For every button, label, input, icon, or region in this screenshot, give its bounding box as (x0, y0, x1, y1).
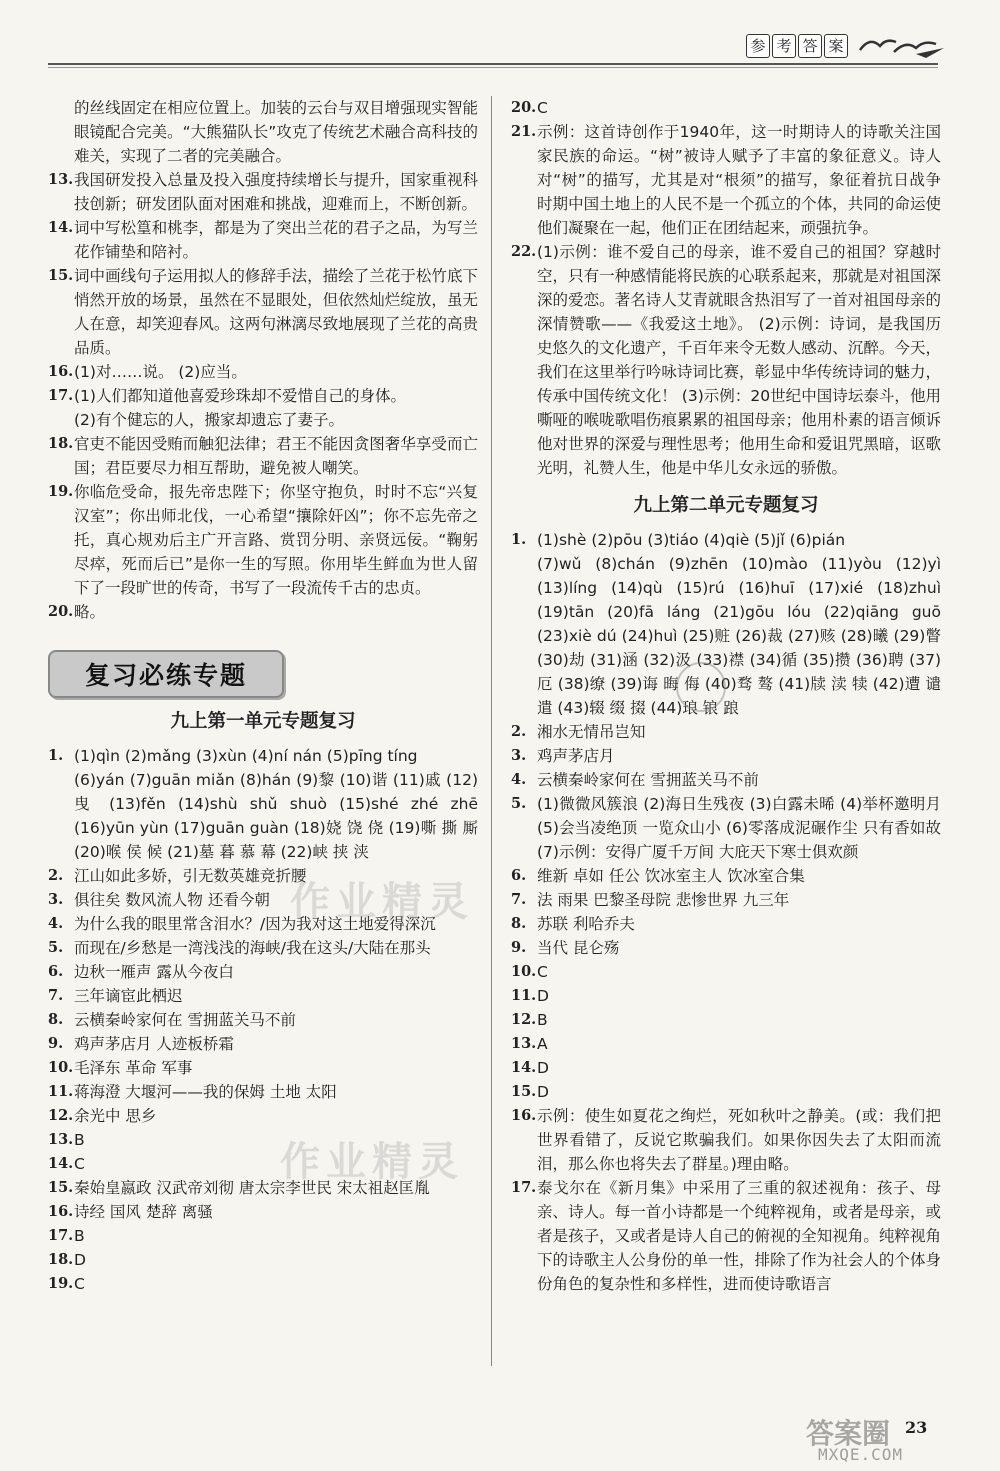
answer-number: 7. (511, 891, 527, 908)
badge-char: 考 (772, 34, 796, 58)
section-banner: 复习必练专题 (48, 650, 284, 698)
answer-item (511, 1080, 941, 1104)
answer-item (48, 96, 478, 168)
answer-item (48, 360, 478, 384)
answer-item (48, 1032, 478, 1056)
answer-item (48, 984, 478, 1008)
answer-number: 9. (48, 1035, 64, 1052)
answer-text: 俱往矣 数风流人物 还看今朝 (74, 891, 270, 909)
answer-number: 4. (511, 771, 527, 788)
answer-item (48, 384, 478, 408)
header-rule-thin (48, 67, 938, 68)
page-number: 23 (905, 1418, 928, 1437)
watermark-logo: 答案圈 (806, 1417, 891, 1450)
answer-number: 13. (48, 171, 74, 188)
answer-text: 鸡声茅店月 人迹板桥霜 (74, 1035, 234, 1053)
answer-text: (1)qìn (2)mǎng (3)xùn (4)ní nán (5)pīng tíng (74, 747, 418, 765)
answer-number: 8. (511, 915, 527, 932)
answer-number: 11. (48, 1083, 74, 1100)
answer-number: 18. (48, 1251, 74, 1268)
answer-item (48, 1080, 478, 1104)
answer-number: 17. (48, 1227, 74, 1244)
answer-text: 略。 (74, 603, 106, 621)
answer-text: 维新 卓如 任公 饮冰室主人 饮冰室合集 (537, 867, 805, 885)
answer-text: 边秋一雁声 露从今夜白 (74, 963, 234, 981)
answer-text: 苏联 利哈乔夫 (537, 915, 635, 933)
answer-item (48, 1248, 478, 1272)
answer-text: 云横秦岭家何在 雪拥蓝关马不前 (537, 771, 759, 789)
answer-text: 秦始皇嬴政 汉武帝刘彻 唐太宗李世民 宋太祖赵匡胤 (74, 1179, 430, 1197)
answer-text: 的丝线固定在相应位置上。加装的云台与双目增强现实智能眼镜配合完美。“大熊猫队长”攻克了传统艺术融合高科技的难关，实现了二者的完美融合。 (74, 99, 478, 165)
column-divider (491, 96, 492, 1366)
answer-number: 5. (511, 795, 527, 812)
section-title: 九上第一单元专题复习 (170, 711, 356, 732)
answer-number: 4. (48, 915, 64, 932)
answer-text: 官吏不能因受贿而触犯法律；君王不能因贪图奢华享受而亡国；君臣要尽力相互帮助，避免被人嘲笑。 (74, 435, 478, 477)
answer-number: 3. (48, 891, 64, 908)
answer-number: 20. (48, 603, 74, 620)
answer-item (48, 432, 478, 480)
answer-number: 18. (48, 435, 74, 452)
answer-text: C (537, 963, 548, 981)
answer-item (48, 1224, 478, 1248)
answer-number: 7. (48, 987, 64, 1004)
answer-text: (1)对……说。 (2)应当。 (74, 363, 247, 381)
answer-number: 14. (48, 219, 74, 236)
answer-text: 而现在/乡愁是一湾浅浅的海峡/我在这头/大陆在那头 (74, 939, 431, 957)
answer-item (511, 1032, 941, 1056)
answer-text: 诗经 国风 楚辞 离骚 (74, 1203, 213, 1221)
answer-text: 蒋海澄 大堰河——我的保姆 土地 太阳 (74, 1083, 337, 1101)
answer-text: 泰戈尔在《新月集》中采用了三重的叙述视角：孩子、母亲、诗人。每一首小诗都是一个纯粹视角，或者是母亲，或者是孩子，又或者是诗人自己的俯视的全知视角。纯粹视角下的诗歌主人公身份的单一性，排除了作为社会人的个体身份角色的复杂性和多样性，进而使诗歌语言 (537, 1179, 941, 1293)
answer-item (511, 1008, 941, 1032)
answer-number: 13. (511, 1035, 537, 1052)
answer-text: 词中写松篁和桃李，都是为了突出兰花的君子之品，为写兰花作铺垫和陪衬。 (74, 219, 478, 261)
answer-item (511, 912, 941, 936)
answer-text: C (74, 1275, 85, 1293)
answer-number: 14. (48, 1155, 74, 1172)
answer-text: D (537, 1083, 549, 1101)
answer-number: 21. (511, 123, 537, 140)
answer-item (48, 168, 478, 216)
answer-number: 6. (48, 963, 64, 980)
answer-number: 12. (48, 1107, 74, 1124)
header-rule (48, 63, 938, 65)
answer-item (511, 1104, 941, 1176)
answer-text: 你临危受命，报先帝忠陛下；你坚守抱负，时时不忘“兴复汉室”；你出师北伐，一心希望“攘除奸凶”；你不忘先帝之托，真心规劝后主广开言路、赏罚分明、亲贤远佞。“鞠躬尽瘁，死而后已”是你一生的写照。你用毕生鲜血为世人留下了一段旷世的传奇，书写了一段流传千古的忠贞。 (74, 483, 478, 597)
watermark-text: 作业精灵 (280, 1139, 464, 1185)
answer-text: 鸡声茅店月 (537, 747, 615, 765)
answer-item (48, 1008, 478, 1032)
answer-continuation: (6)yán (7)guān miǎn (8)hán (9)黎 (10)谐 (11)戚 (12)曳 (13)fěn (14)shù shǔ shuò (15)shé zhé zhē (16)yūn yùn (17)guān guàn (18)娆 饶 侥 (19)嘶 撕 厮 (20)喉 侯 候 (21)墓 暮 慕 幕 (22)峡 挟 浃 (74, 771, 478, 861)
answer-item (511, 888, 941, 912)
left-column (48, 96, 478, 1296)
answer-item (48, 744, 478, 768)
answer-item (48, 1104, 478, 1128)
answer-text: B (537, 1011, 548, 1029)
answer-item (511, 984, 941, 1008)
answer-number: 20. (511, 99, 537, 116)
answer-continuation: (2)有个健忘的人，搬家却遗忘了妻子。 (74, 411, 344, 429)
answer-text: 示例：这首诗创作于1940年，这一时期诗人的诗歌关注国家民族的命运。“树”被诗人赋予了丰富的象征意义。诗人对“树”的描写，尤其是对“根须”的描写，象征着抗日战争时期中国土地上的人民不是一个孤立的个体，共同的命运使他们凝聚在一起，他们正在团结起来，顽强抗争。 (537, 123, 941, 237)
answer-text: 为什么我的眼里常含泪水？/因为我对这土地爱得深沉 (74, 915, 436, 933)
answer-text: 示例：使生如夏花之绚烂，死如秋叶之静美。(或：我们把世界看错了，反说它欺骗我们。如果你因失去了太阳而流泪，那么你也将失去了群星。)理由略。 (537, 1107, 941, 1173)
answer-text: (1)人们都知道他喜爱珍珠却不爱惜自己的身体。 (74, 387, 406, 405)
answer-text: 毛泽东 革命 军事 (74, 1059, 193, 1077)
answer-item (48, 1200, 478, 1224)
right-column (511, 96, 941, 1296)
answer-continuation: (7)wǔ (8)chán (9)zhēn (10)mào (11)yòu (12)yì (13)líng (14)qù (15)rú (16)huī (17)xié (18)zhuì (19)tān (20)fā láng (21)gōu lóu (22)qiāng guō (23)xiè dú (24)huì (25)赃 (26)裁 (27)赅 (28)曦 (29)瞥 (30)劫 (31)涵 (32)汲 (33)襟 (34)循 (35)攒 (36)聘 (37)厄 (38)缭 (39)诲 晦 侮 (40)骛 骜 (41)牍 渎 犊 (42)遭 谴 遣 (43)辍 缀 掇 (44)琅 锒 踉 (537, 555, 941, 717)
answer-number: 19. (48, 483, 74, 500)
answer-number: 17. (48, 387, 74, 404)
answer-text: A (537, 1035, 548, 1053)
answer-text: 云横秦岭家何在 雪拥蓝关马不前 (74, 1011, 296, 1029)
answer-number: 10. (511, 963, 537, 980)
answer-item (511, 720, 941, 744)
answer-number: 16. (511, 1107, 537, 1124)
section-title: 九上第二单元专题复习 (633, 495, 819, 516)
answer-number: 2. (48, 867, 64, 884)
answer-text: C (74, 1155, 85, 1173)
answer-text: 江山如此多娇，引无数英雄竞折腰 (74, 867, 307, 885)
answer-item (48, 480, 478, 600)
flying-birds-icon (856, 30, 946, 60)
answer-number: 22. (511, 243, 537, 260)
answer-item (511, 792, 941, 864)
answer-item (511, 120, 941, 240)
answer-number: 16. (48, 1203, 74, 1220)
answer-item (48, 600, 478, 624)
answer-text: (1)示例：谁不爱自己的母亲，谁不爱自己的祖国？穿越时空，只有一种感情能将民族的心联系起来，那就是对祖国深深的爱恋。著名诗人艾青就眼含热泪写了一首对祖国母亲的深情赞歌——《我爱这土地》。 (2)示例：诗词，是我国历史悠久的文化遗产，千百年来令无数人感动、沉醉。今天，我们在这里举行吟咏诗词比赛，彰显中华传统诗词的魅力，传承中国传统文化！ (3)示例：20世纪中国诗坛泰斗，他用嘶哑的喉咙歌唱伤痕累累的祖国母亲；他用朴素的语言倾诉他对世界的深爱与理性思考；他用生命和爱诅咒黑暗，讴歌光明，礼赞人生，他是中华儿女永远的骄傲。 (537, 243, 941, 477)
answer-number: 17. (511, 1179, 537, 1196)
watermark-text: 作业精灵 (290, 879, 474, 925)
badge-char: 案 (824, 34, 848, 58)
answer-number: 19. (48, 1275, 74, 1292)
answer-item (511, 528, 941, 552)
answer-number: 8. (48, 1011, 64, 1028)
answer-number: 6. (511, 867, 527, 884)
watermark-url: MXQE.COM (818, 1445, 904, 1464)
answer-number: 15. (511, 1083, 537, 1100)
answer-number: 15. (48, 267, 74, 284)
answer-item (511, 768, 941, 792)
answer-text: D (537, 987, 549, 1005)
answer-key-badge (746, 34, 848, 58)
answer-item (48, 936, 478, 960)
answer-number: 14. (511, 1059, 537, 1076)
answer-text: 法 雨果 巴黎圣母院 悲惨世界 九三年 (537, 891, 790, 909)
answer-text: C (537, 99, 548, 117)
answer-item (48, 216, 478, 264)
answer-text: 当代 昆仑殇 (537, 939, 620, 957)
answer-number (48, 96, 74, 168)
answer-item (48, 1272, 478, 1296)
answer-number: 13. (48, 1131, 74, 1148)
answer-text: D (537, 1059, 549, 1077)
answer-number: 15. (48, 1179, 74, 1196)
answer-number: 1. (48, 747, 64, 764)
answer-text: 我国研发投入总量及投入强度持续增长与提升，国家重视科技创新；研发团队面对困难和挑战，迎难而上，不断创新。 (74, 171, 478, 213)
answer-item (511, 96, 941, 120)
answer-item (511, 744, 941, 768)
answer-item (511, 240, 941, 480)
answer-text: 三年谪宦此栖迟 (74, 987, 183, 1005)
answer-item (511, 936, 941, 960)
answer-text: 词中画线句子运用拟人的修辞手法，描绘了兰花于松竹底下悄然开放的场景，虽然在不显眼处，但依然灿烂绽放，虽无人在意，却笑迎春风。这两句淋漓尽致地展现了兰花的高贵品质。 (74, 267, 478, 357)
page-header (0, 0, 1000, 75)
answer-item (511, 864, 941, 888)
answer-item (48, 960, 478, 984)
answer-number: 16. (48, 363, 74, 380)
badge-char: 参 (746, 34, 770, 58)
answer-number: 2. (511, 723, 527, 740)
badge-char: 答 (798, 34, 822, 58)
answer-text: (1)微微风簇浪 (2)海日生残夜 (3)白露未晞 (4)举杯邀明月 (5)会当凌绝顶 一览众山小 (6)零落成泥碾作尘 只有香如故 (7)示例：安得广厦千万间 大庇天下寒士俱欢颜 (537, 795, 941, 861)
answer-item (511, 960, 941, 984)
answer-number: 10. (48, 1059, 74, 1076)
answer-item (511, 1056, 941, 1080)
seal-stamp-icon (676, 662, 726, 712)
answer-text: B (74, 1131, 85, 1149)
answer-number: 3. (511, 747, 527, 764)
answer-text: (1)shè (2)pōu (3)tiáo (4)qiè (5)jǐ (6)pián (537, 531, 846, 549)
answer-item (48, 264, 478, 360)
answer-number: 12. (511, 1011, 537, 1028)
answer-number: 11. (511, 987, 537, 1004)
answer-number: 9. (511, 939, 527, 956)
answer-text: 余光中 思乡 (74, 1107, 157, 1125)
answer-number: 1. (511, 531, 527, 548)
answer-text: 湘水无情吊岂知 (537, 723, 646, 741)
answer-text: B (74, 1227, 85, 1245)
answer-text: D (74, 1251, 86, 1269)
answer-item (48, 1056, 478, 1080)
answer-item (511, 1176, 941, 1296)
answer-number: 5. (48, 939, 64, 956)
